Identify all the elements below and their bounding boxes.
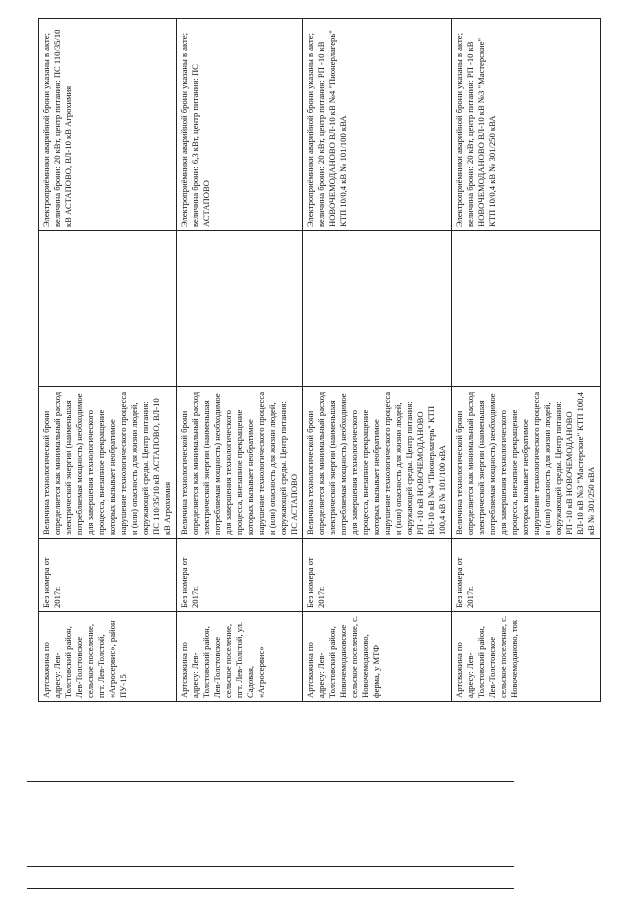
address-cell: Артсважина по адресу: Лев-Толстовский район, Лев-Толстовское сельское поселение, пгт. Лев-Толстой, ул. Садовая, «Агросервис»	[176, 612, 303, 702]
notes-cell: Электроприёмники аварийной брони указаны в акте; величина брони: 20 кВт, центр питания: РП -10 кВ НОВОЧЕМОДАНОВО ВЛ-10 кВ №3 "Мастерские" КТП 10/0,4 кВ № 301/250 кВА	[452, 19, 601, 231]
notes-cell: Электроприёмники аварийной брони указаны в акте; величина брони: 20 кВт, центр питания: ПС 110/35/10 кВ АСТАПОВО, ВЛ-10 кВ Агрохимия	[39, 19, 177, 231]
notes-cell: Электроприёмники аварийной брони указаны в акте; величина брони: 6,3 кВт, центр питания: ПС АСТАПОВО	[176, 19, 303, 231]
notes-cell: Электроприёмники аварийной брони указаны в акте; величина брони: 20 кВт, центр питания: РП -10 кВ НОВОЧЕМОДАНОВО ВЛ-10 кВ №4 "Пионерлагерь" КТП 10/0,4 кВ № 101/100 кВА	[303, 19, 452, 231]
reserve-description-cell: Величина технологической брони определяется как минимальный расход электрической энергии (наименьшая потребляемая мощность) необходимое для завершения технологического процесса, внезапное прекращение которых вызывает необратимое нарушение технологического процесса и (или) опасность для жизни людей, окружающей среды. Центр питания: РП -10 кВ НОВОЧЕМОДАНОВО ВЛ-10 кВ №3 "Мастерские" КТП 100,4 кВ № 301/250 кВА	[452, 387, 601, 539]
empty-cell	[176, 231, 303, 387]
table-row	[452, 19, 601, 702]
act-date-cell: Без номера от 2017г.	[39, 539, 177, 612]
horizontal-rule-1	[27, 781, 514, 782]
horizontal-rule-3	[27, 888, 514, 889]
address-cell: Артсважина по адресу: Лев-Толстовский район, Лев-Толстовское сельское поселение, с. Новочемоданово, ток	[452, 612, 601, 702]
address-cell: Артсважина по адресу: Лев-Толстовский район, Лев-Толстовское сельское поселение, пгт. Лев-Толстой, «Агросервис», район ПУ-15	[39, 612, 177, 702]
table-row	[39, 19, 177, 702]
act-date-cell: Без номера от 2017г.	[452, 539, 601, 612]
table-row	[303, 19, 452, 702]
horizontal-rule-2	[27, 866, 514, 867]
address-cell: Артсважина по адресу: Лев-Толстовский район, Новочемодановское сельское поселение, с. Новочемоданово, ферма, у МТФ	[303, 612, 452, 702]
table-row	[176, 19, 303, 702]
reserve-description-cell: Величина технологической брони определяется как минимальный расход электрической энергии (наименьшая потребляемая мощность) необходимое для завершения технологического процесса, внезапное прекращение которых вызывает необратимое нарушение технологического процесса и (или) опасность для жизни людей, окружающей среды. Центр питания: ПС 110/35/10 кВ АСТАПОВО, ВЛ-10 кВ Агрохимия	[39, 387, 177, 539]
act-date-cell: Без номера от 2017г.	[176, 539, 303, 612]
empty-cell	[39, 231, 177, 387]
reserve-description-cell: Величина технологической брони определяется как минимальный расход электрической энергии (наименьшая потребляемая мощность) необходимое для завершения технологического процесса, внезапное прекращение которых вызывает необратимое нарушение технологического процесса и (или) опасность для жизни людей, окружающей среды. Центр питания: ПС АСТАПОВО	[176, 387, 303, 539]
act-date-cell: Без номера от 2017г.	[303, 539, 452, 612]
reserve-description-cell: Величина технологической брони определяется как минимальный расход электрической энергии (наименьшая потребляемая мощность) необходимое для завершения технологического процесса, внезапное прекращение которых вызывает необратимое нарушение технологического процесса и (или) опасность для жизни людей, окружающей среды. Центр питания: РП -10 кВ НОВОЧЕМОДАНОВО ВЛ-10 кВ №4 "Пионерлагерь" КТП 100,4 кВ № 101/100 кВА	[303, 387, 452, 539]
empty-cell	[452, 231, 601, 387]
emergency-reserve-table	[38, 18, 601, 702]
rotated-page	[38, 19, 601, 702]
empty-cell	[303, 231, 452, 387]
